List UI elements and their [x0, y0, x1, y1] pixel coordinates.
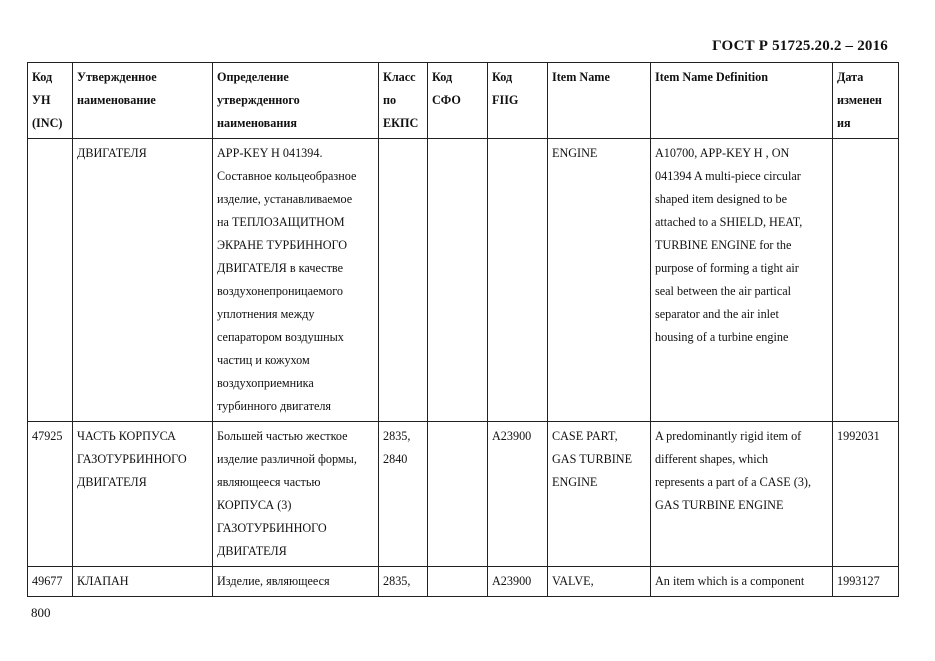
col-header-definition: Определение утвержденного наименования: [213, 63, 379, 139]
cell-fiig: A23900: [488, 567, 548, 597]
cell-approved-name: ДВИГАТЕЛЯ: [73, 139, 213, 422]
cell-class: 2835, 2840: [379, 422, 428, 567]
cell-definition: Изделие, являющееся: [213, 567, 379, 597]
table-row: [28, 567, 899, 597]
cell-approved-name: КЛАПАН: [73, 567, 213, 597]
table-header-row: [28, 63, 899, 139]
cell-sfo: [428, 422, 488, 567]
cell-item-definition: A predominantly rigid item of different shapes, which represents a part of a CASE (3), GAS TURBINE ENGINE: [651, 422, 833, 567]
cell-date: [833, 139, 899, 422]
cell-inc: [28, 139, 73, 422]
cell-sfo: [428, 567, 488, 597]
cell-item-definition: A10700, APP-KEY H , ON 041394 A multi-piece circular shaped item designed to be attached to a SHIELD, HEAT, TURBINE ENGINE for the purpose of forming a tight air seal between the air partical separator and the air inlet housing of a turbine engine: [651, 139, 833, 422]
cell-fiig: A23900: [488, 422, 548, 567]
table-row: [28, 139, 899, 422]
cell-item-name: ENGINE: [548, 139, 651, 422]
cell-inc: 49677: [28, 567, 73, 597]
cell-inc: 47925: [28, 422, 73, 567]
cell-date: 1993127: [833, 567, 899, 597]
col-header-date: Дата изменен ия: [833, 63, 899, 139]
table-row: [28, 422, 899, 567]
page-number: 800: [31, 605, 51, 620]
cell-approved-name: ЧАСТЬ КОРПУСА ГАЗОТУРБИННОГО ДВИГАТЕЛЯ: [73, 422, 213, 567]
cell-item-name: VALVE,: [548, 567, 651, 597]
col-header-item-name: Item Name: [548, 63, 651, 139]
cell-sfo: [428, 139, 488, 422]
cell-definition: Большей частью жесткое изделие различной формы, являющееся частью КОРПУСА (3) ГАЗОТУРБИННОГО ДВИГАТЕЛЯ: [213, 422, 379, 567]
col-header-item-definition: Item Name Definition: [651, 63, 833, 139]
col-header-class: Класс по ЕКПС: [379, 63, 428, 139]
col-header-fiig: Код FIIG: [488, 63, 548, 139]
col-header-sfo: Код СФО: [428, 63, 488, 139]
cell-definition: APP-KEY H 041394. Составное кольцеобразное изделие, устанавливаемое на ТЕПЛОЗАЩИТНОМ ЭКРАНЕ ТУРБИННОГО ДВИГАТЕЛЯ в качестве воздухонепроницаемого уплотнения между сепаратором воздушных частиц и кожухом воздухоприемника турбинного двигателя: [213, 139, 379, 422]
cell-class: 2835,: [379, 567, 428, 597]
cell-date: 1992031: [833, 422, 899, 567]
cell-class: [379, 139, 428, 422]
cell-fiig: [488, 139, 548, 422]
col-header-inc: Код УН (INC): [28, 63, 73, 139]
col-header-approved-name: Утвержденное наименование: [73, 63, 213, 139]
cell-item-name: CASE PART, GAS TURBINE ENGINE: [548, 422, 651, 567]
document-header: ГОСТ Р 51725.20.2 – 2016: [712, 38, 888, 54]
cell-item-definition: An item which is a component: [651, 567, 833, 597]
gost-table: [27, 62, 899, 597]
